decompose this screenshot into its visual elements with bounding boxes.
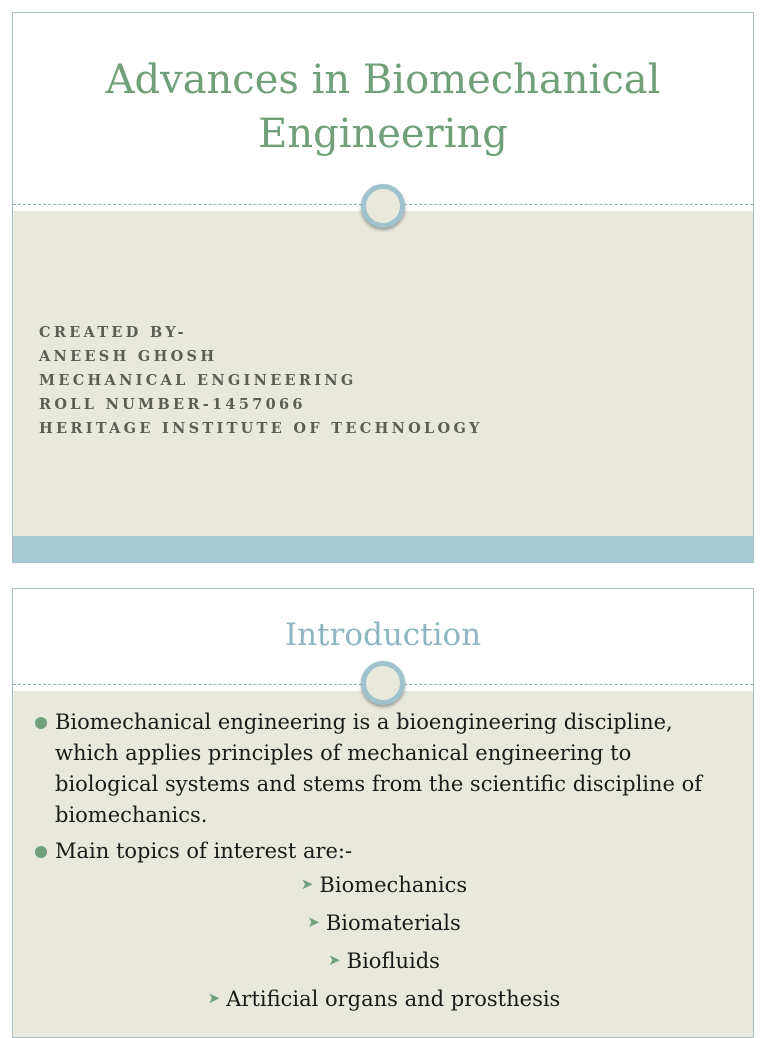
subtopic-item (35, 981, 733, 1019)
introduction-slide (12, 588, 754, 1038)
credit-line: HERITAGE INSTITUTE OF TECHNOLOGY (39, 420, 483, 437)
subtopic-list (55, 867, 733, 1019)
title-slide (12, 12, 754, 563)
author-credits (39, 321, 483, 441)
credit-line: MECHANICAL ENGINEERING (39, 372, 357, 389)
subtopic-item (35, 943, 733, 981)
arrow-right-icon: ➤ (328, 951, 341, 969)
credit-line: ANEESH GHOSH (39, 348, 218, 365)
circle-ornament-icon (361, 661, 405, 705)
subtopic-item (35, 905, 733, 943)
subtopic-label: Biomaterials (325, 911, 461, 935)
presentation-title: Advances in Biomechanical Engineering (105, 57, 661, 157)
arrow-right-icon: ➤ (207, 989, 221, 1007)
bullet-dot-icon (35, 846, 47, 858)
subtopic-label: Artificial organs and prosthesis (226, 987, 561, 1011)
subtopic-item (35, 867, 733, 905)
bullet-text: Biomechanical engineering is a bioengineering discipline, which applies principles of mechanical engineering to biological systems and stems from the scientific discipline of biomechanics. (55, 710, 703, 827)
arrow-right-icon: ➤ (307, 913, 320, 931)
title-slide-header (13, 13, 753, 205)
circle-ornament-icon (361, 184, 405, 228)
credit-line: CREATED BY- (39, 324, 187, 341)
credit-line: ROLL NUMBER-1457066 (39, 396, 306, 413)
slide-title: Introduction (284, 617, 482, 653)
subtopic-label: Biofluids (346, 949, 440, 973)
list-item (35, 707, 733, 831)
list-item (35, 836, 733, 1019)
bullet-dot-icon (35, 717, 47, 729)
bullet-list (35, 707, 733, 1019)
title-slide-body (13, 211, 753, 536)
footer-band (13, 536, 753, 562)
bullet-text: Main topics of interest are:- (55, 839, 353, 863)
arrow-right-icon: ➤ (300, 875, 314, 893)
subtopic-label: Biomechanics (319, 873, 468, 897)
